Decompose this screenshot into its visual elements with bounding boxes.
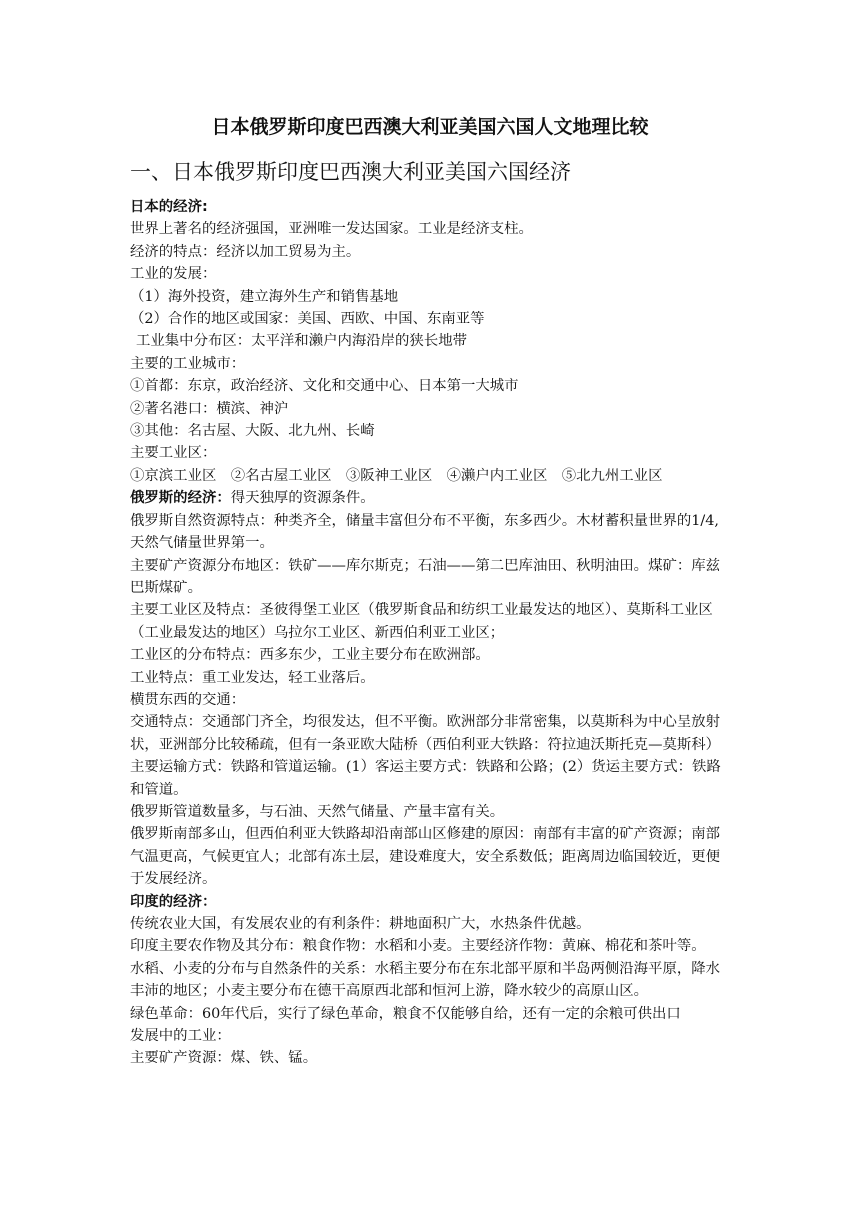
list-item: ①首都：东京，政治经济、文化和交通中心、日本第一大城市 <box>130 378 519 395</box>
paragraph-line: 工业特点：重工业发达，轻工业落后。 <box>130 669 375 686</box>
paragraph: 俄罗斯自然资源特点：种类齐全，储量丰富但分布不平衡，东多西少。木材蓄积量世界的1/4,天然气储量世界第一。 <box>130 512 719 552</box>
paragraph: 交通特点：交通部门齐全，均很发达，但不平衡。欧洲部分非常密集，以莫斯科为中心呈放射状，亚洲部分比较稀疏，但有一条亚欧大陆桥（西伯利亚大铁路：符拉迪沃斯托克—莫斯科） <box>130 714 721 753</box>
list-item: ②著名港口：横滨、神沪 <box>130 400 289 417</box>
paragraph-line: 主要矿产资源：煤、铁、锰。 <box>130 1050 318 1067</box>
paragraph-line: 传统农业大国，有发展农业的有利条件：耕地面积广大，水热条件优越。 <box>130 916 591 932</box>
russia-heading: 俄罗斯的经济： <box>130 490 231 507</box>
russia-heading-rest: 得天独厚的资源条件。 <box>230 490 375 507</box>
paragraph: 印度主要农作物及其分布：粮食作物：水稻和小麦。主要经济作物：黄麻、棉花和茶叶等。 <box>130 938 706 955</box>
list-item: （2）合作的地区或国家：美国、西欧、中国、东南亚等 <box>130 311 485 328</box>
paragraph-line: 世界上著名的经济强国，亚洲唯一发达国家。工业是经济支柱。 <box>130 221 533 238</box>
list-item: ③其他：名古屋、大阪、北九州、长崎 <box>130 423 375 440</box>
section-heading: 一、日本俄罗斯印度巴西澳大利亚美国六国经济 <box>130 160 571 184</box>
paragraph: 水稻、小麦的分布与自然条件的关系：水稻主要分布在东北部平原和半岛两侧沿海平原，降水丰沛的地区；小麦主要分布在德干高原西北部和恒河上游，降水较少的高原山区。 <box>130 960 721 1000</box>
india-heading: 印度的经济： <box>130 893 217 910</box>
paragraph-line: 工业集中分布区：太平洋和濑户内海沿岸的狭长地带 <box>136 333 467 350</box>
document-body <box>130 196 732 1070</box>
list-item: （1）海外投资，建立海外生产和销售基地 <box>130 288 399 305</box>
paragraph: 主要矿产资源分布地区：铁矿——库尔斯克；石油——第二巴库油田、秋明油田。煤矿：库兹巴斯煤矿。 <box>130 557 721 596</box>
paragraph-line: 主要的工业城市： <box>130 355 246 372</box>
paragraph: 主要运输方式：铁路和管道运输。(1）客运主要方式：铁路和公路；(2）货运主要方式：铁路和管道。 <box>130 759 721 798</box>
list-item: ①京滨工业区 ②名古屋工业区 ③阪神工业区 ④濑户内工业区 ⑤北九州工业区 <box>130 467 663 484</box>
paragraph-line: 主要工业区： <box>130 445 217 462</box>
paragraph-line: 横贯东西的交通： <box>130 691 246 708</box>
paragraph: 俄罗斯南部多山，但西伯利亚大铁路却沿南部山区修建的原因：南部有丰富的矿产资源；南部气温更高，气候更宜人；北部有冻土层，建设难度大，安全系数低；距离周边临国较近，更便于发展经济。 <box>130 826 721 888</box>
document-title: 日本俄罗斯印度巴西澳大利亚美国六国人文地理比较 <box>211 116 649 138</box>
paragraph-line: 发展中的工业： <box>130 1028 231 1045</box>
paragraph-line: 工业区的分布特点：西多东少，工业主要分布在欧洲部。 <box>130 647 490 664</box>
japan-heading: 日本的经济: <box>130 199 208 215</box>
paragraph: 主要工业区及特点：圣彼得堡工业区（俄罗斯食品和纺织工业最发达的地区）、莫斯科工业区（工业最发达的地区）乌拉尔工业区、新西伯利亚工业区； <box>130 602 713 641</box>
paragraph-line: 工业的发展： <box>130 266 217 283</box>
paragraph-line: 经济的特点：经济以加工贸易为主。 <box>130 243 361 260</box>
paragraph-line: 绿色革命：60年代后，实行了绿色革命，粮食不仅能够自给，还有一定的余粮可供出口 <box>130 1005 681 1022</box>
paragraph-line: 俄罗斯管道数量多，与石油、天然气储量、产量丰富有关。 <box>130 803 505 820</box>
russia-heading-line <box>130 487 732 509</box>
